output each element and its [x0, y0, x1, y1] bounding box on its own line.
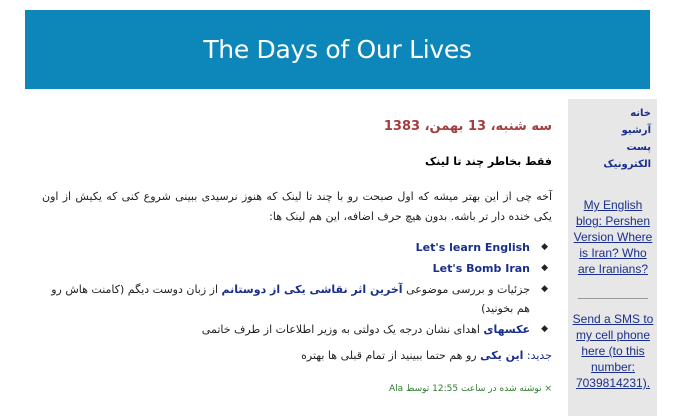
post-content	[25, 99, 566, 416]
sidebar-menu	[603, 105, 651, 173]
link-learn-english[interactable]: Let's learn English	[415, 241, 530, 254]
sidebar-item-email-2[interactable]: الکترونیک	[603, 159, 651, 170]
bullet-icon: ◆	[541, 263, 548, 273]
list-item	[42, 238, 552, 257]
link-bomb-iran[interactable]: Let's Bomb Iran	[432, 262, 530, 275]
bullet-icon: ◆	[541, 242, 548, 252]
post-date: سه شنبه، 13 بهمن، 1383	[383, 119, 552, 134]
sidebar-item-archive[interactable]: آرشیو	[621, 125, 651, 136]
blog-title: The Days of Our Lives	[203, 35, 472, 64]
post-title: فقط بخاطر چند تا لینک	[424, 155, 552, 168]
list-item	[42, 320, 552, 339]
item-prefix: جزئیات و بررسی موضوعی	[402, 283, 530, 296]
sidebar-item-home[interactable]: خانه	[630, 108, 651, 119]
item-suffix: از زبان دوست دیگم (کامنت هاش رو هم بخونید)	[51, 283, 530, 315]
post-footer: × نوشته شده در ساعت 12:55 توسط Ala	[388, 384, 552, 394]
post-paragraph: آخه چی از این بهتر میشه که اول صبحت رو با چند تا لینک که هنوز نرسیدی ببینی شروع کنی که یکیش از اون یکی خنده دار تر باشه. بدون هیچ حرف اضافه، این هم لینک ها:	[42, 190, 552, 223]
link-painting[interactable]: آخرین اثر نقاشی یکی از دوستانم	[221, 283, 403, 296]
list-item	[42, 280, 552, 318]
update-text: رو هم حتما ببینید از تمام قبلی ها بهتره	[301, 349, 481, 362]
header-banner	[25, 10, 650, 89]
link-list	[42, 238, 552, 341]
item-suffix: اهدای نشان درجه یک دولتی به وزیر اطلاعات از طرف خاتمی	[201, 323, 484, 336]
bullet-icon: ◆	[541, 284, 548, 294]
sidebar-item-email-1[interactable]: پست	[626, 142, 651, 153]
list-item	[42, 259, 552, 278]
sidebar-divider	[578, 298, 648, 299]
link-this-one[interactable]: این یکی	[480, 349, 524, 362]
update-label: جدید:	[526, 349, 552, 362]
link-photos[interactable]: عکسهای	[483, 323, 530, 336]
bullet-icon: ◆	[541, 324, 548, 334]
update-note	[301, 349, 552, 362]
sidebar-link-english-blog[interactable]: My English blog: Pershen Version Where is Iran? Who are Iranians?	[573, 198, 653, 276]
sidebar-link-sms[interactable]: Send a SMS to my cell phone here (to this number: 7039814231).	[572, 312, 654, 390]
sidebar	[568, 99, 657, 416]
